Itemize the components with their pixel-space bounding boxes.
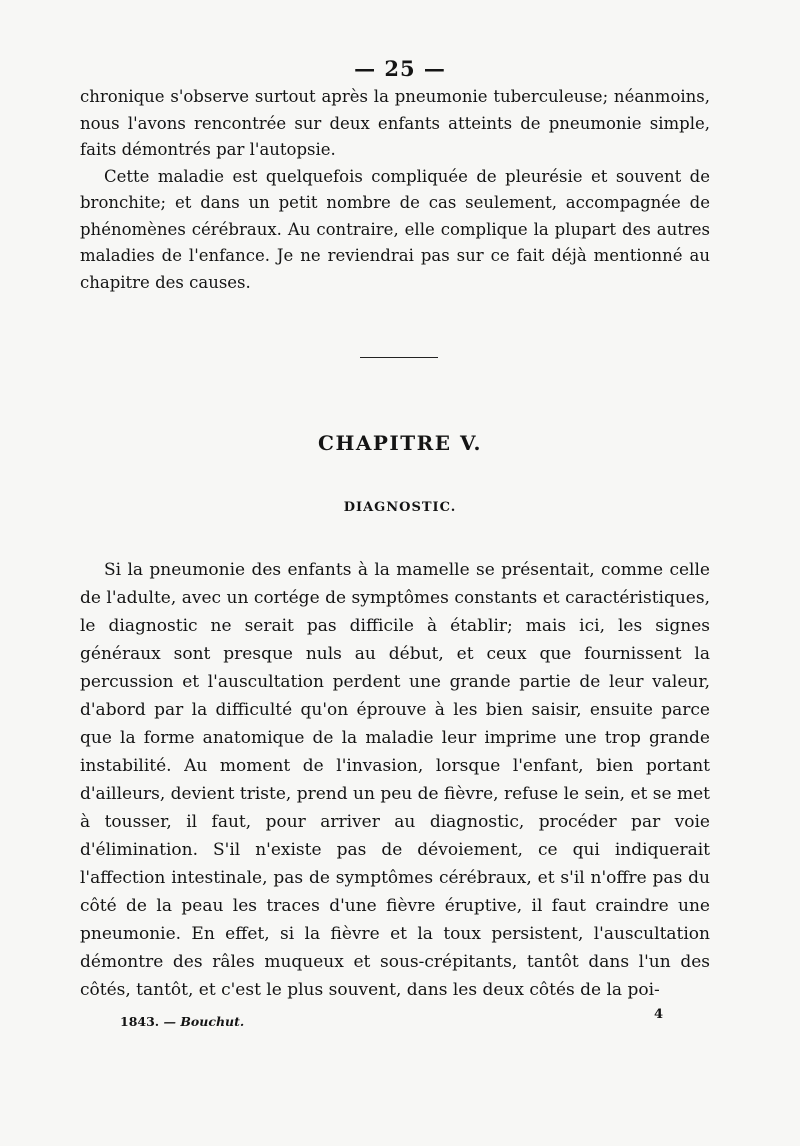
section-separator-rule — [360, 357, 438, 358]
chapter-title: CHAPITRE V. — [318, 431, 482, 455]
footer-author: — Bouchut. — [163, 1014, 245, 1029]
paragraph-diagnostic: Si la pneumonie des enfants à la mamelle se présentait, comme celle de l'adulte, avec un cortége de symptômes constants et caractéristiques, le diagnostic ne serait pas difficile à établir; mais ici, les signes généraux sont presque nuls au début, et ceux que fournissent la percussion et l'auscultation perdent une grande partie de leur valeur, d'abord par la difficulté qu'on éprouve à les bien saisir, ensuite parce que la forme anatomique de la maladie leur imprime une trop grande instabilité. Au moment de l'invasion, lorsque l'enfant, bien portant d'ailleurs, devient triste, prend un peu de fièvre, refuse le sein, et se met à tousser, il faut, pour arriver au diagnostic, procéder par voie d'élimination. S'il n'existe pas de dévoiement, ce qui indiquerait l'affection intestinale, pas de symptômes cérébraux, et s'il n'offre pas du côté de la peau les traces d'une fièvre éruptive, il faut craindre une pneumonie. En effet, si la fièvre et la toux persistent, l'auscultation démontre des râles muqueux et sous-crépitants, tantôt dans l'un des côtés, tantôt, et c'est le plus souvent, dans les deux côtés de la poi- — [80, 560, 710, 1000]
paragraph-continuation: chronique s'observe surtout après la pneumonie tuberculeuse; néanmoins, nous l'avons rencontrée sur deux enfants atteints de pneumonie simple, faits démontrés par l'autopsie. — [80, 87, 710, 159]
main-text-block — [80, 556, 710, 1004]
footer-year: 1843. — [120, 1014, 160, 1029]
page-number: — 25 — — [354, 56, 446, 81]
paragraph-complications: Cette maladie est quelquefois compliquée de pleurésie et souvent de bronchite; et dans un petit nombre de cas seulement, accompagnée de phénomènes cérébraux. Au contraire, elle complique la plupart des autres maladies de l'enfance. Je ne reviendrai pas sur ce fait déjà mentionné au chapitre des causes. — [80, 166, 710, 292]
section-title: DIAGNOSTIC. — [343, 500, 457, 515]
top-text-block — [80, 84, 710, 296]
signature-mark: 4 — [654, 1007, 664, 1022]
footer-imprint — [120, 1014, 244, 1029]
